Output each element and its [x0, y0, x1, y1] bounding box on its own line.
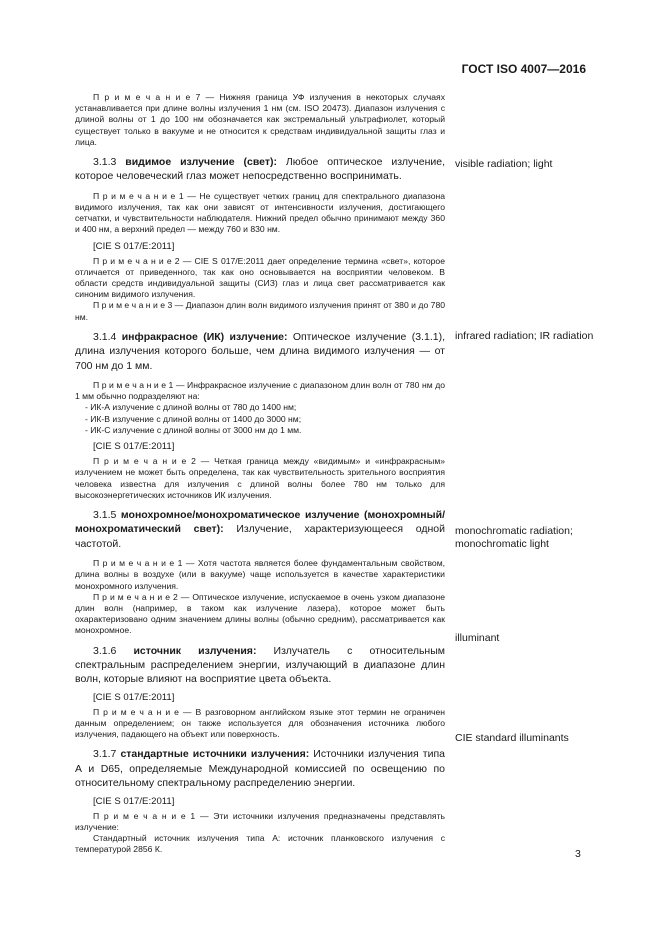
- reference-3-1-3: [CIE S 017/E:2011]: [93, 240, 175, 252]
- note-3-1-4-1: П р и м е ч а н и е 1 — Инфракрасное излучение с диапазоном длин волн от 780 нм до 1 мм обычно подразделяют на:: [75, 380, 445, 402]
- paragraph-illuminant-a: Стандартный источник излучения типа А: источник планковского излучения с температурой 2856 К.: [75, 833, 445, 855]
- page-number: 3: [575, 848, 581, 860]
- english-term-infrared: infrared radiation; IR radiation: [455, 330, 594, 342]
- note-3-1-3-3: П р и м е ч а н и е 3 — Диапазон длин волн видимого излучения принят от 380 и до 780 нм.: [75, 300, 445, 322]
- definition-3-1-3: 3.1.3 видимое излучение (свет): Любое оптическое излучение, которое человеческий глаз может непосредственно воспринимать.: [75, 156, 445, 183]
- english-term-monochromatic: monochromatic radiation; monochromatic light: [455, 525, 573, 550]
- definition-3-1-7: 3.1.7 стандартные источники излучения: Источники излучения типа А и D65, определяемые Международной комиссией по освещению по относительному спектральному распределению энергии.: [75, 748, 445, 790]
- definition-3-1-6: 3.1.6 источник излучения: Излучатель с относительным спектральным распределением энергии, излучающий в диапазоне длин волн, которые влияют на восприятие цвета объекта.: [75, 644, 445, 686]
- note-3-1-4-2: П р и м е ч а н и е 2 — Четкая граница между «видимым» и «инфракрасным» излучением не может быть определена, так как чувствительность зрительного восприятия человека известна для излучения с длиной волны более 780 нм только для высокоэнергетических источников ИК излучения.: [75, 456, 446, 500]
- note-3-1-3-1: П р и м е ч а н и е 1 — Не существует четких границ для спектрального диапазона видимого излучения, так как они зависят от интенсивности излучения, достигающего сетчатки, и чувствительности наблюдателя. Нижний предел обычно принимают между 360 и 400 нм, а верхний предел — между 760 и 830 нм.: [75, 190, 446, 235]
- definition-3-1-5: 3.1.5 монохромное/монохроматическое излучение (монохромный/монохроматический свет): Излучение, характеризующееся одной частотой.: [75, 508, 445, 550]
- note-3-1-3-2: П р и м е ч а н и е 2 — CIE S 017/E:2011 дает определение термина «свет», которое отличается от приведенного, так как оно основывается на восприятии человеком. В области средств индивидуальной защиты (СИЗ) глаз и лица свет рассматривается как синоним видимого излучения.: [75, 255, 445, 300]
- document-header: ГОСТ ISO 4007—2016: [461, 62, 586, 76]
- english-term-cie-illuminants: CIE standard illuminants: [455, 732, 569, 744]
- reference-3-1-6: [CIE S 017/E:2011]: [93, 691, 175, 703]
- reference-3-1-7: [CIE S 017/E:2011]: [93, 795, 175, 807]
- document-body: [75, 92, 445, 855]
- reference-3-1-4: [CIE S 017/E:2011]: [93, 441, 175, 453]
- english-term-illuminant: illuminant: [455, 632, 500, 644]
- note-3-1-6: П р и м е ч а н и е — В разговорном английском языке этот термин не ограничен данным определением; он также используется для обозначения источника любого излучения, падающего на объект или поверхность.: [75, 706, 445, 740]
- list-item: - ИК-А излучение с длиной волны от 780 до 1400 нм;: [85, 402, 297, 413]
- list-item: - ИК-В излучение с длиной волны от 1400 до 3000 нм;: [85, 413, 302, 424]
- note-3-1-5-1: П р и м е ч а н и е 1 — Хотя частота является более фундаментальным свойством, длина волны в воздухе (или в вакууме) чаще используется в качестве характеристики монохромного излучения.: [75, 558, 446, 591]
- note-3-1-7-1: П р и м е ч а н и е 1 — Эти источники излучения предназначены представлять излучение:: [75, 810, 445, 832]
- english-term-visible: visible radiation; light: [455, 158, 553, 170]
- note-7: П р и м е ч а н и е 7 — Нижняя граница УФ излучения в некоторых случаях устанавливается при длине волны излучения 1 нм (см. ISO 20473). Диапазон излучения с длиной волны от 1 до 100 нм обозначается как экстремальный ультрафиолет, который существует только в вакууме и не относится к средствам индивидуальной защиты глаз и лица.: [75, 92, 445, 147]
- definition-3-1-4: 3.1.4 инфракрасное (ИК) излучение: Оптическое излучение (3.1.1), длина излучения которого больше, чем длина видимого излучения — от 700 нм до 1 мм.: [75, 330, 445, 372]
- list-item: - ИК-С излучение с длиной волны от 3000 нм до 1 мм.: [85, 424, 302, 435]
- note-3-1-5-2: П р и м е ч а н и е 2 — Оптическое излучение, испускаемое в очень узком диапазоне длин волн (например, в таком как излучение лазера), которое может быть охарактеризовано одним значением длины волны (обычно средним), рассматривается как монохромное.: [75, 591, 445, 636]
